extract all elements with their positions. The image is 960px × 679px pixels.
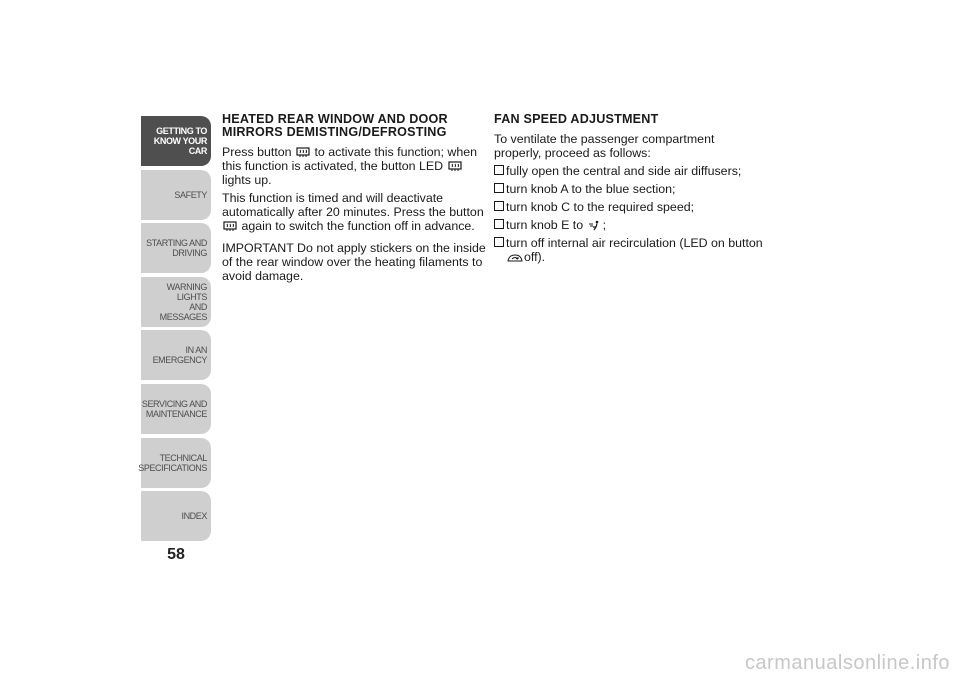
list-item: turn knob E to ; — [494, 218, 764, 232]
tab-index[interactable]: INDEX — [141, 491, 211, 541]
important-note: IMPORTANT Do not apply stickers on the inside of the rear window over the heating filaments to avoid damage. — [222, 241, 486, 283]
tab-starting-and-driving[interactable]: STARTING AND DRIVING — [141, 223, 211, 273]
list-item: fully open the central and side air diffusers; — [494, 164, 764, 178]
paragraph: This function is timed and will deactivate automatically after 20 minutes. Press the button again to switch the function off in advance. — [222, 191, 484, 233]
checkbox-bullet-icon — [494, 219, 504, 229]
list-item: turn knob A to the blue section; — [494, 182, 764, 196]
recirculation-icon — [507, 252, 523, 263]
chapter-tabs — [138, 116, 211, 545]
rear-defrost-icon — [448, 161, 462, 172]
paragraph: To ventilate the passenger compartment properly, proceed as follows: — [494, 132, 715, 160]
paragraph: Press button to activate this function; when this function is activated, the button LED lights up. — [222, 145, 478, 187]
face-vent-icon — [588, 220, 602, 231]
watermark: carmanualsonline.info — [744, 652, 950, 674]
section-heading: HEATED REAR WINDOW AND DOOR MIRRORS DEMISTING/DEFROSTING — [222, 112, 448, 139]
tab-technical-specifications[interactable]: TECHNICAL SPECIFICATIONS — [141, 438, 211, 488]
tab-safety[interactable]: SAFETY — [141, 170, 211, 220]
checkbox-bullet-icon — [494, 183, 504, 193]
tab-in-an-emergency[interactable]: IN AN EMERGENCY — [141, 330, 211, 380]
left-column — [222, 113, 492, 287]
tab-warning-lights[interactable]: WARNING LIGHTS AND MESSAGES — [141, 277, 211, 327]
right-column — [494, 113, 764, 268]
rear-defrost-icon — [223, 221, 237, 232]
checkbox-bullet-icon — [494, 165, 504, 175]
tab-getting-to-know-your-car[interactable]: GETTING TO KNOW YOUR CAR — [141, 116, 211, 166]
checkbox-bullet-icon — [494, 201, 504, 211]
tab-servicing-and-maintenance[interactable]: SERVICING AND MAINTENANCE — [141, 384, 211, 434]
list-item: turn off internal air recirculation (LED on button off). — [494, 236, 764, 264]
checkbox-bullet-icon — [494, 237, 504, 247]
page-number: 58 — [167, 546, 185, 563]
section-heading: FAN SPEED ADJUSTMENT — [494, 112, 659, 126]
rear-defrost-icon — [296, 147, 310, 158]
list-item: turn knob C to the required speed; — [494, 200, 764, 214]
